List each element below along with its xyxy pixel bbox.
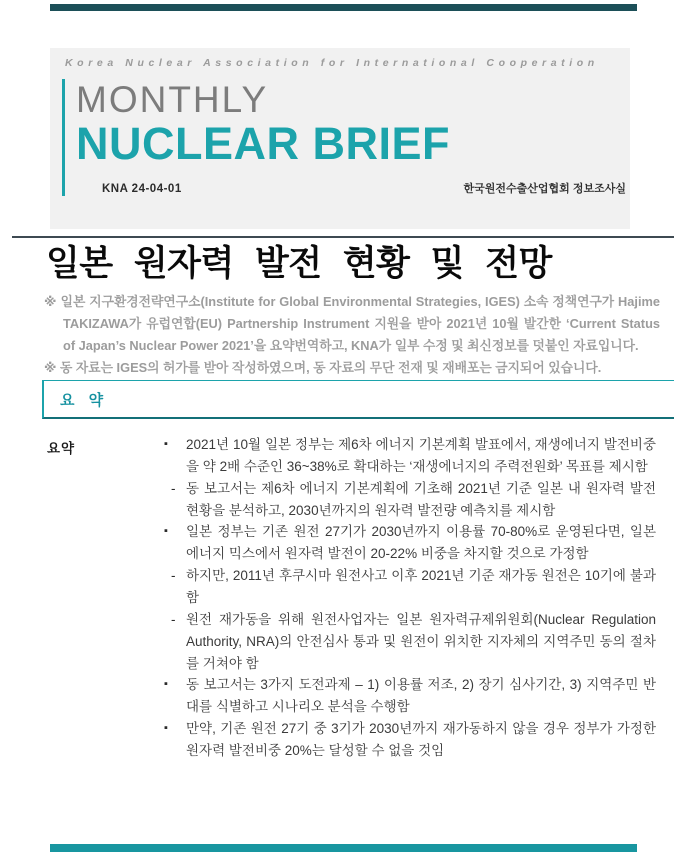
- bottom-accent-bar: [50, 844, 637, 852]
- summary-item: [164, 565, 656, 609]
- bullet-marker: ▪: [164, 678, 168, 691]
- masthead-brand: [62, 79, 630, 196]
- top-accent-bar: [50, 4, 637, 11]
- summary-item: [164, 434, 656, 478]
- bullet-marker: ▪: [164, 722, 168, 735]
- summary-item-text: 동 보고서는 3가지 도전과제 – 1) 이용률 저조, 2) 장기 심사기간, 3) 지역주민 반대를 식별하고 시나리오 분석을 수행함: [186, 677, 656, 715]
- masthead-issue-row: [102, 180, 626, 196]
- dash-marker: -: [171, 480, 176, 496]
- issue-number: KNA 24-04-01: [102, 182, 182, 195]
- summary-item-text: 2021년 10월 일본 정부는 제6차 에너지 기본계획 발표에서, 재생에너지 발전비중을 약 2배 수준인 36~38%로 확대하는 ‘재생에너지의 주력전원화’ 목표를 제시함: [186, 437, 656, 474]
- masthead: [50, 48, 630, 229]
- summary-item: [164, 521, 656, 565]
- dash-marker: -: [171, 568, 176, 584]
- masthead-title-monthly: MONTHLY: [76, 79, 269, 120]
- summary-item-text: 원전 재가동을 위해 원전사업자는 일본 원자력규제위원회(Nuclear Regulation Authority, NRA)의 안전심사 통과 및 원전이 위치한 지자체의 지역주민 동의 절차를 거쳐야 함: [186, 611, 656, 671]
- masthead-title-nuclear-brief: NUCLEAR BRIEF: [76, 118, 450, 170]
- bullet-marker: ▪: [164, 438, 168, 450]
- summary-item-text: 동 보고서는 제6차 에너지 기본계획에 기초해 2021년 기준 일본 내 원자력 발전 현황을 분석하고, 2030년까지의 원자력 발전량 예측치를 제시함: [186, 480, 656, 518]
- summary-item: [164, 609, 656, 675]
- summary-list: [164, 434, 656, 762]
- source-note: ※ 일본 지구환경전략연구소(Institute for Global Environmental Strategies, IGES) 소속 정책연구가 Hajime TAKIZAWA가 유럽연합(EU) Partnership Instrument 지원을 받아 2021년 10월 발간한 ‘Current Status of Japan’s Nuclear Power 2021’을 요약번역하고, KNA가 일부 수정 및 최신정보를 덧붙인 자료입니다.: [44, 294, 660, 353]
- summary-item-text: 하지만, 2011년 후쿠시마 원전사고 이후 2021년 기준 재가동 원전은 10기에 불과함: [186, 568, 656, 606]
- summary-section-header: [42, 380, 674, 419]
- summary-item: [164, 674, 656, 718]
- summary-item-text: 만약, 기존 원전 27기 중 3기가 2030년까지 재가동하지 않을 경우 정부가 가정한 원자력 발전비중 20%는 달성할 수 없을 것임: [186, 721, 656, 759]
- page-title: 일본 원자력 발전 현황 및 전망: [46, 244, 552, 283]
- publisher-label: 한국원전수출산업협회 정보조사실: [463, 182, 626, 195]
- masthead-tagline: Korea Nuclear Association for International Cooperation: [65, 57, 599, 69]
- summary-side-label: 요약: [47, 441, 76, 456]
- summary-item: [164, 478, 656, 522]
- bullet-marker: ▪: [164, 525, 168, 538]
- title-divider: [12, 236, 674, 238]
- copyright-note: ※ 동 자료는 IGES의 허가를 받아 작성하였으며, 동 자료의 무단 전재 및 재배포는 금지되어 있습니다.: [44, 360, 602, 375]
- summary-item-text: 일본 정부는 기존 원전 27기가 2030년까지 이용률 70-80%로 운영된다면, 일본 에너지 믹스에서 원자력 발전이 20-22% 비중을 차지할 것으로 가정함: [186, 524, 656, 562]
- summary-header-label: 요 약: [60, 392, 109, 409]
- reference-notes: [44, 291, 660, 379]
- dash-marker: -: [171, 611, 176, 627]
- summary-item: [164, 718, 656, 762]
